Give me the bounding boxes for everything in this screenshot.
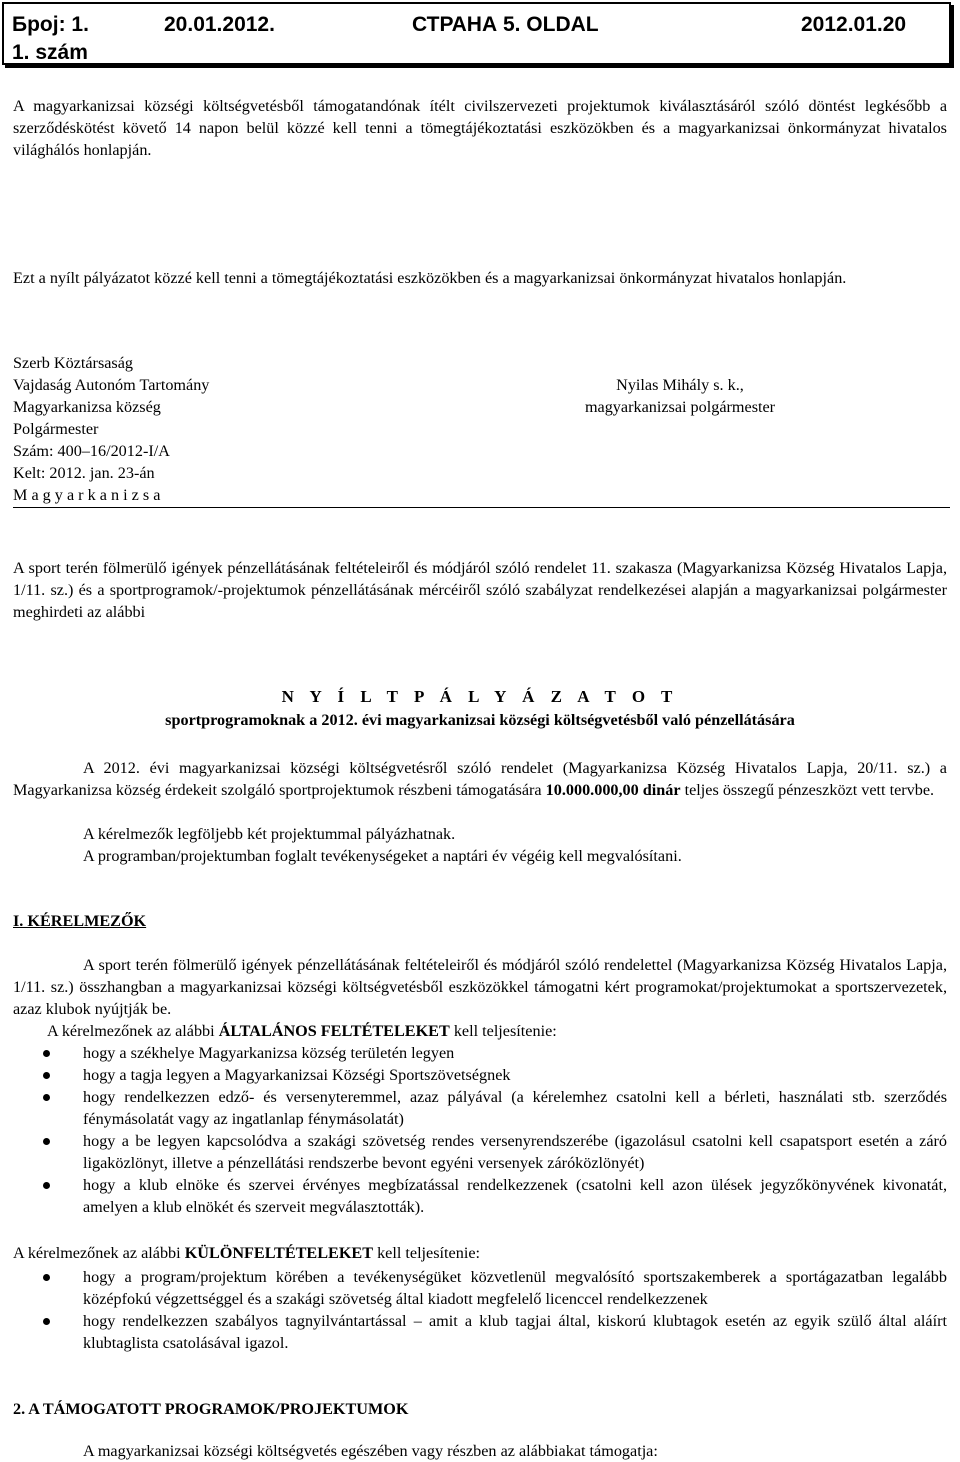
- section-heading-applicants: I. KÉRELMEZŐK: [13, 912, 147, 930]
- budget-text-before: A 2012. évi magyarkanizsai községi költségvetésről szóló rendelet (Magyarkanizsa Község Hivatalos Lapja, 20/11. sz.) a Magyarkanizsa község érdekeit szolgáló sportprojektumok részbeni támogatására: [13, 759, 947, 799]
- budget-text-after: teljes összegű pénzeszközt vett tervbe.: [680, 781, 935, 799]
- list-item: hogy a tagja legyen a Magyarkanizsai Községi Sportszövetségnek: [13, 1064, 947, 1086]
- issuer-line: Polgármester: [13, 420, 99, 438]
- general-conditions-list: [13, 1042, 947, 1218]
- special-conditions-lead: A kérelmezőnek az alábbi KÜLÖNFELTÉTELEKET kell teljesítenie:: [13, 1244, 480, 1262]
- list-item: hogy a klub elnöke és szervei érvényes megbízatással rendelkezzenek (csatolni kell azon ülések jegyzőkönyvének kivonatát, amelyen a klub elnökét és szerveit megválasztották).: [13, 1174, 947, 1218]
- general-conditions-lead: A kérelmezőnek az alábbi ÁLTALÁNOS FELTÉTELEKET kell teljesítenie:: [47, 1022, 557, 1040]
- list-item: hogy rendelkezzen szabályos tagnyilvántartással – amit a klub tagjai által, kiskorú klubtagok esetén az egyik szülő által aláírt klubtaglista csatolásával igazol.: [13, 1310, 947, 1354]
- issuer-block: [13, 352, 433, 506]
- issuer-line: Vajdaság Autonóm Tartomány: [13, 376, 210, 394]
- legal-basis-paragraph: A sport terén fölmerülő igények pénzellátásának feltételeiről és módjáról szóló rendelet 11. szakasza (Magyarkanizsa Község Hivatalos Lapja, 1/11. sz.) és a sportprogramok/-projektumok pénzellátásának mércéiről szóló szabályzat rendelkezései alapján a magyarkanizsai polgármester meghirdeti az alábbi: [13, 559, 947, 621]
- header-date-serbian: 20.01.2012.: [164, 13, 275, 36]
- issuer-line: Szám: 400–16/2012-I/A: [13, 442, 170, 460]
- special-conditions-label: KÜLÖNFELTÉTELEKET: [184, 1244, 374, 1262]
- issuer-line: Magyarkanizsa község: [13, 398, 161, 416]
- issuer-line: M a g y a r k a n i z s a: [13, 486, 161, 504]
- document-title: N Y Í L T P Á L Y Á Z A T O T: [281, 687, 679, 706]
- header-page-number: СТРАНА 5. OLDAL: [412, 13, 599, 36]
- list-item: hogy a székhelye Magyarkanizsa község területén legyen: [13, 1042, 947, 1064]
- issuer-line: Szerb Köztársaság: [13, 354, 134, 372]
- applicants-intro: A sport terén fölmerülő igények pénzellátásának feltételeiről és módjáról szóló rendelettel (Magyarkanizsa Község Hivatalos Lapja, 1/11. sz.) összhangban a magyarkanizsai községi költségvetésből eszközökkel támogatni kért programokat/projektumokat a sportszervezetek, azaz klubok nyújtják be.: [13, 956, 947, 1018]
- deadline-line: A programban/projektumban foglalt tevékenységeket a naptári év végéig kell megvalósítani.: [83, 847, 682, 865]
- section-heading-supported-programs: 2. A TÁMOGATOTT PROGRAMOK/PROJEKTUMOK: [13, 1400, 409, 1418]
- list-item: hogy a program/projektum körében a tevékenységüket közvetlenül megvalósító sportszakemberek a sportágazatban legalább középfokú végzettséggel és a szakági szövetség által kiadott megfelelő licenccel rendelkezzenek: [13, 1266, 947, 1310]
- intro-paragraph: A magyarkanizsai községi költségvetésből támogatandónak ítélt civilszervezeti projektumok kiválasztásáról szóló döntést legkésőbb a szerződéskötést követő 14 napon belül közzé kell tenni a tömegtájékoztatási eszközökben és a magyarkanizsai önkormányzat hivatalos világhálós honlapján.: [13, 97, 947, 159]
- header-issue-hungarian: 1. szám: [12, 41, 88, 64]
- signatory-name: Nyilas Mihály s. k.,: [616, 376, 744, 394]
- project-limit-line: A kérelmezők legföljebb két projektummal pályázhatnak.: [83, 825, 456, 843]
- document-subtitle: sportprogramoknak a 2012. évi magyarkanizsai községi költségvetésből való pénzellátására: [165, 711, 795, 729]
- budget-amount: 10.000.000,00 dinár: [545, 781, 681, 799]
- issuer-line: Kelt: 2012. jan. 23-án: [13, 464, 155, 482]
- list-item: hogy rendelkezzen edző- és versenyteremmel, azaz pályával (a kérelemhez csatolni kell a bérleti, használati stb. szerződés fénymásolatát vagy az ingatlanlap fénymásolatát): [13, 1086, 947, 1130]
- page-header: [2, 2, 951, 65]
- budget-paragraph: [13, 757, 947, 801]
- header-issue-serbian: Број: 1.: [12, 13, 89, 36]
- header-date-hungarian: 2012.01.20: [801, 13, 907, 36]
- general-conditions-label: ÁLTALÁNOS FELTÉTELEKET: [218, 1022, 450, 1040]
- list-item: hogy a be legyen kapcsolódva a szakági szövetség rendes versenyrendszerébe (igazolásul csatolni kell csapatsport esetén a záró ligaközlönyt, illetve a pénzellátási rendszerbe bevont egyéni versenyek záróközlönyét): [13, 1130, 947, 1174]
- signatory-title: magyarkanizsai polgármester: [584, 398, 776, 416]
- supported-programs-intro: A magyarkanizsai községi költségvetés egészében vagy részben az alábbiakat támogatja:: [83, 1442, 658, 1460]
- section-divider: [13, 507, 950, 508]
- signatory-block: [530, 374, 830, 418]
- special-conditions-list: [13, 1266, 947, 1354]
- publish-paragraph: Ezt a nyílt pályázatot közzé kell tenni a tömegtájékoztatási eszközökben és a magyarkanizsai önkormányzat hivatalos honlapján.: [13, 269, 847, 287]
